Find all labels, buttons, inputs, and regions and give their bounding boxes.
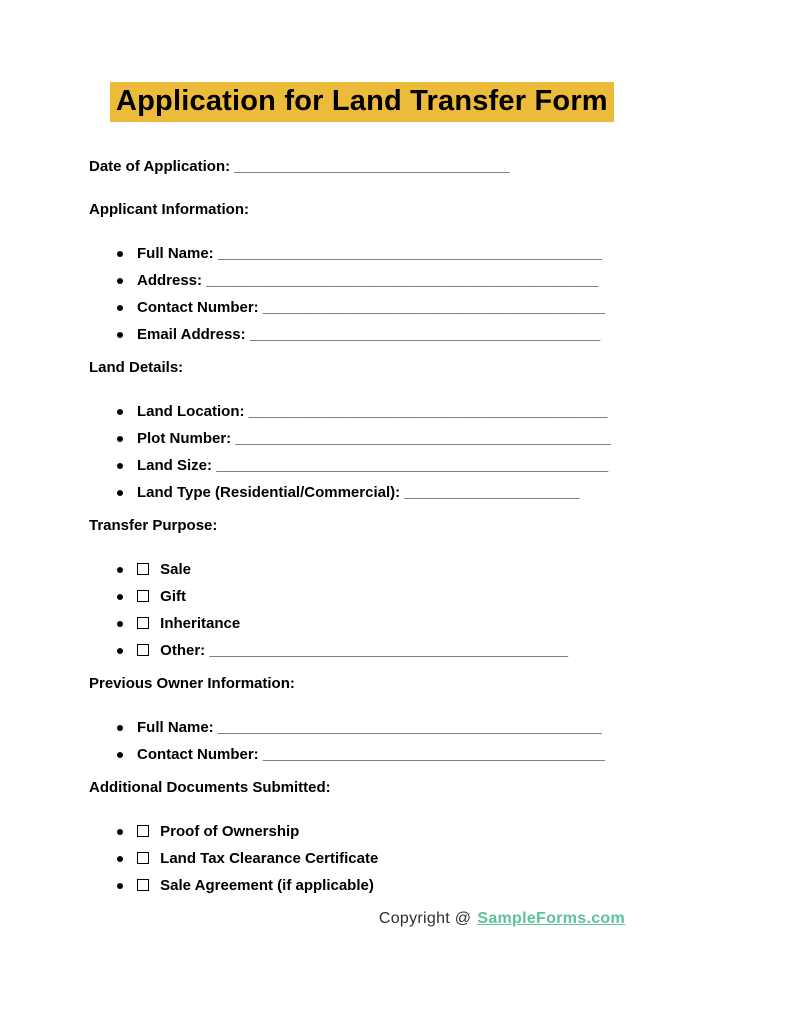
list-item (89, 642, 715, 659)
list-item (89, 430, 715, 447)
field-label: Address: (137, 272, 203, 289)
field-label: Land Size: (137, 457, 213, 474)
bullet-icon (117, 305, 123, 311)
checkbox-icon (137, 644, 149, 656)
list-item (89, 403, 715, 420)
applicant-list (89, 245, 715, 343)
bullet-icon (117, 829, 123, 835)
fill-in-line: __________________________________________ (249, 326, 601, 343)
list-item (89, 588, 715, 605)
field-label: Land Location: (137, 403, 245, 420)
field-label: Full Name: (137, 719, 214, 736)
fill-in-line: _______________________________________________ (216, 457, 609, 474)
list-item (89, 272, 715, 289)
section-heading-previous-owner: Previous Owner Information: (89, 675, 295, 692)
land-details-list (89, 403, 715, 501)
checkbox-icon (137, 590, 149, 602)
bullet-icon (117, 883, 123, 889)
list-item (89, 484, 715, 501)
additional-documents-list (89, 823, 715, 894)
bullet-icon (117, 332, 123, 338)
bullet-icon (117, 594, 123, 600)
fill-in-line: ___________________________________________ (248, 403, 608, 420)
field-label: Date of Application: (89, 158, 231, 175)
bullet-icon (117, 648, 123, 654)
bullet-icon (117, 621, 123, 627)
list-item (89, 615, 715, 632)
field-label: Email Address: (137, 326, 246, 343)
checkbox-label: Sale (160, 561, 192, 578)
bullet-icon (117, 490, 123, 496)
page-title: Application for Land Transfer Form (110, 82, 614, 122)
list-item (89, 719, 715, 736)
field-label: Plot Number: (137, 430, 232, 447)
checkbox-icon (137, 563, 149, 575)
copyright-text: Copyright @ (378, 910, 472, 927)
bullet-icon (117, 409, 123, 415)
bullet-icon (117, 752, 123, 758)
list-item (89, 326, 715, 343)
fill-in-line: _________________________________________ (262, 746, 605, 763)
bullet-icon (117, 278, 123, 284)
checkbox-label: Other: (160, 642, 206, 659)
field-label: Contact Number: (137, 299, 259, 316)
bullet-icon (117, 436, 123, 442)
list-item (89, 877, 715, 894)
checkbox-icon (137, 852, 149, 864)
previous-owner-list (89, 719, 715, 763)
section-heading-additional-documents: Additional Documents Submitted: (89, 779, 331, 796)
list-item (89, 850, 715, 867)
checkbox-icon (137, 879, 149, 891)
section-heading-applicant: Applicant Information: (89, 201, 249, 218)
fill-in-line: ______________________________________________ (217, 719, 602, 736)
list-item (89, 245, 715, 262)
section-heading-transfer-purpose: Transfer Purpose: (89, 517, 218, 534)
list-item (89, 823, 715, 840)
list-item (89, 561, 715, 578)
list-item (89, 457, 715, 474)
list-item (89, 299, 715, 316)
field-label: Full Name: (137, 245, 214, 262)
field-label: Land Type (Residential/Commercial): (137, 484, 401, 501)
list-item (89, 746, 715, 763)
fill-in-line: _________________________________________ (262, 299, 605, 316)
bullet-icon (117, 567, 123, 573)
section-heading-land-details: Land Details: (89, 359, 184, 376)
checkbox-label: Proof of Ownership (160, 823, 300, 840)
checkbox-icon (137, 825, 149, 837)
bullet-icon (117, 251, 123, 257)
fill-in-line: ______________________________________________ (217, 245, 602, 262)
sampleforms-link[interactable]: SampleForms.com (477, 910, 625, 927)
fill-in-line: _________________________________ (234, 158, 510, 175)
checkbox-label: Gift (160, 588, 186, 605)
checkbox-icon (137, 617, 149, 629)
fill-in-line: _____________________ (404, 484, 580, 501)
bullet-icon (117, 856, 123, 862)
checkbox-label: Sale Agreement (if applicable) (160, 877, 374, 894)
fill-in-line: _____________________________________________ (235, 430, 611, 447)
bullet-icon (117, 725, 123, 731)
footer (89, 910, 715, 928)
checkbox-label: Land Tax Clearance Certificate (160, 850, 379, 867)
date-of-application-field (89, 158, 715, 175)
transfer-purpose-list (89, 561, 715, 659)
checkbox-label: Inheritance (160, 615, 241, 632)
fill-in-line: _______________________________________________ (206, 272, 599, 289)
field-label: Contact Number: (137, 746, 259, 763)
bullet-icon (117, 463, 123, 469)
fill-in-line: ___________________________________________ (209, 642, 569, 659)
title-block (110, 82, 715, 122)
